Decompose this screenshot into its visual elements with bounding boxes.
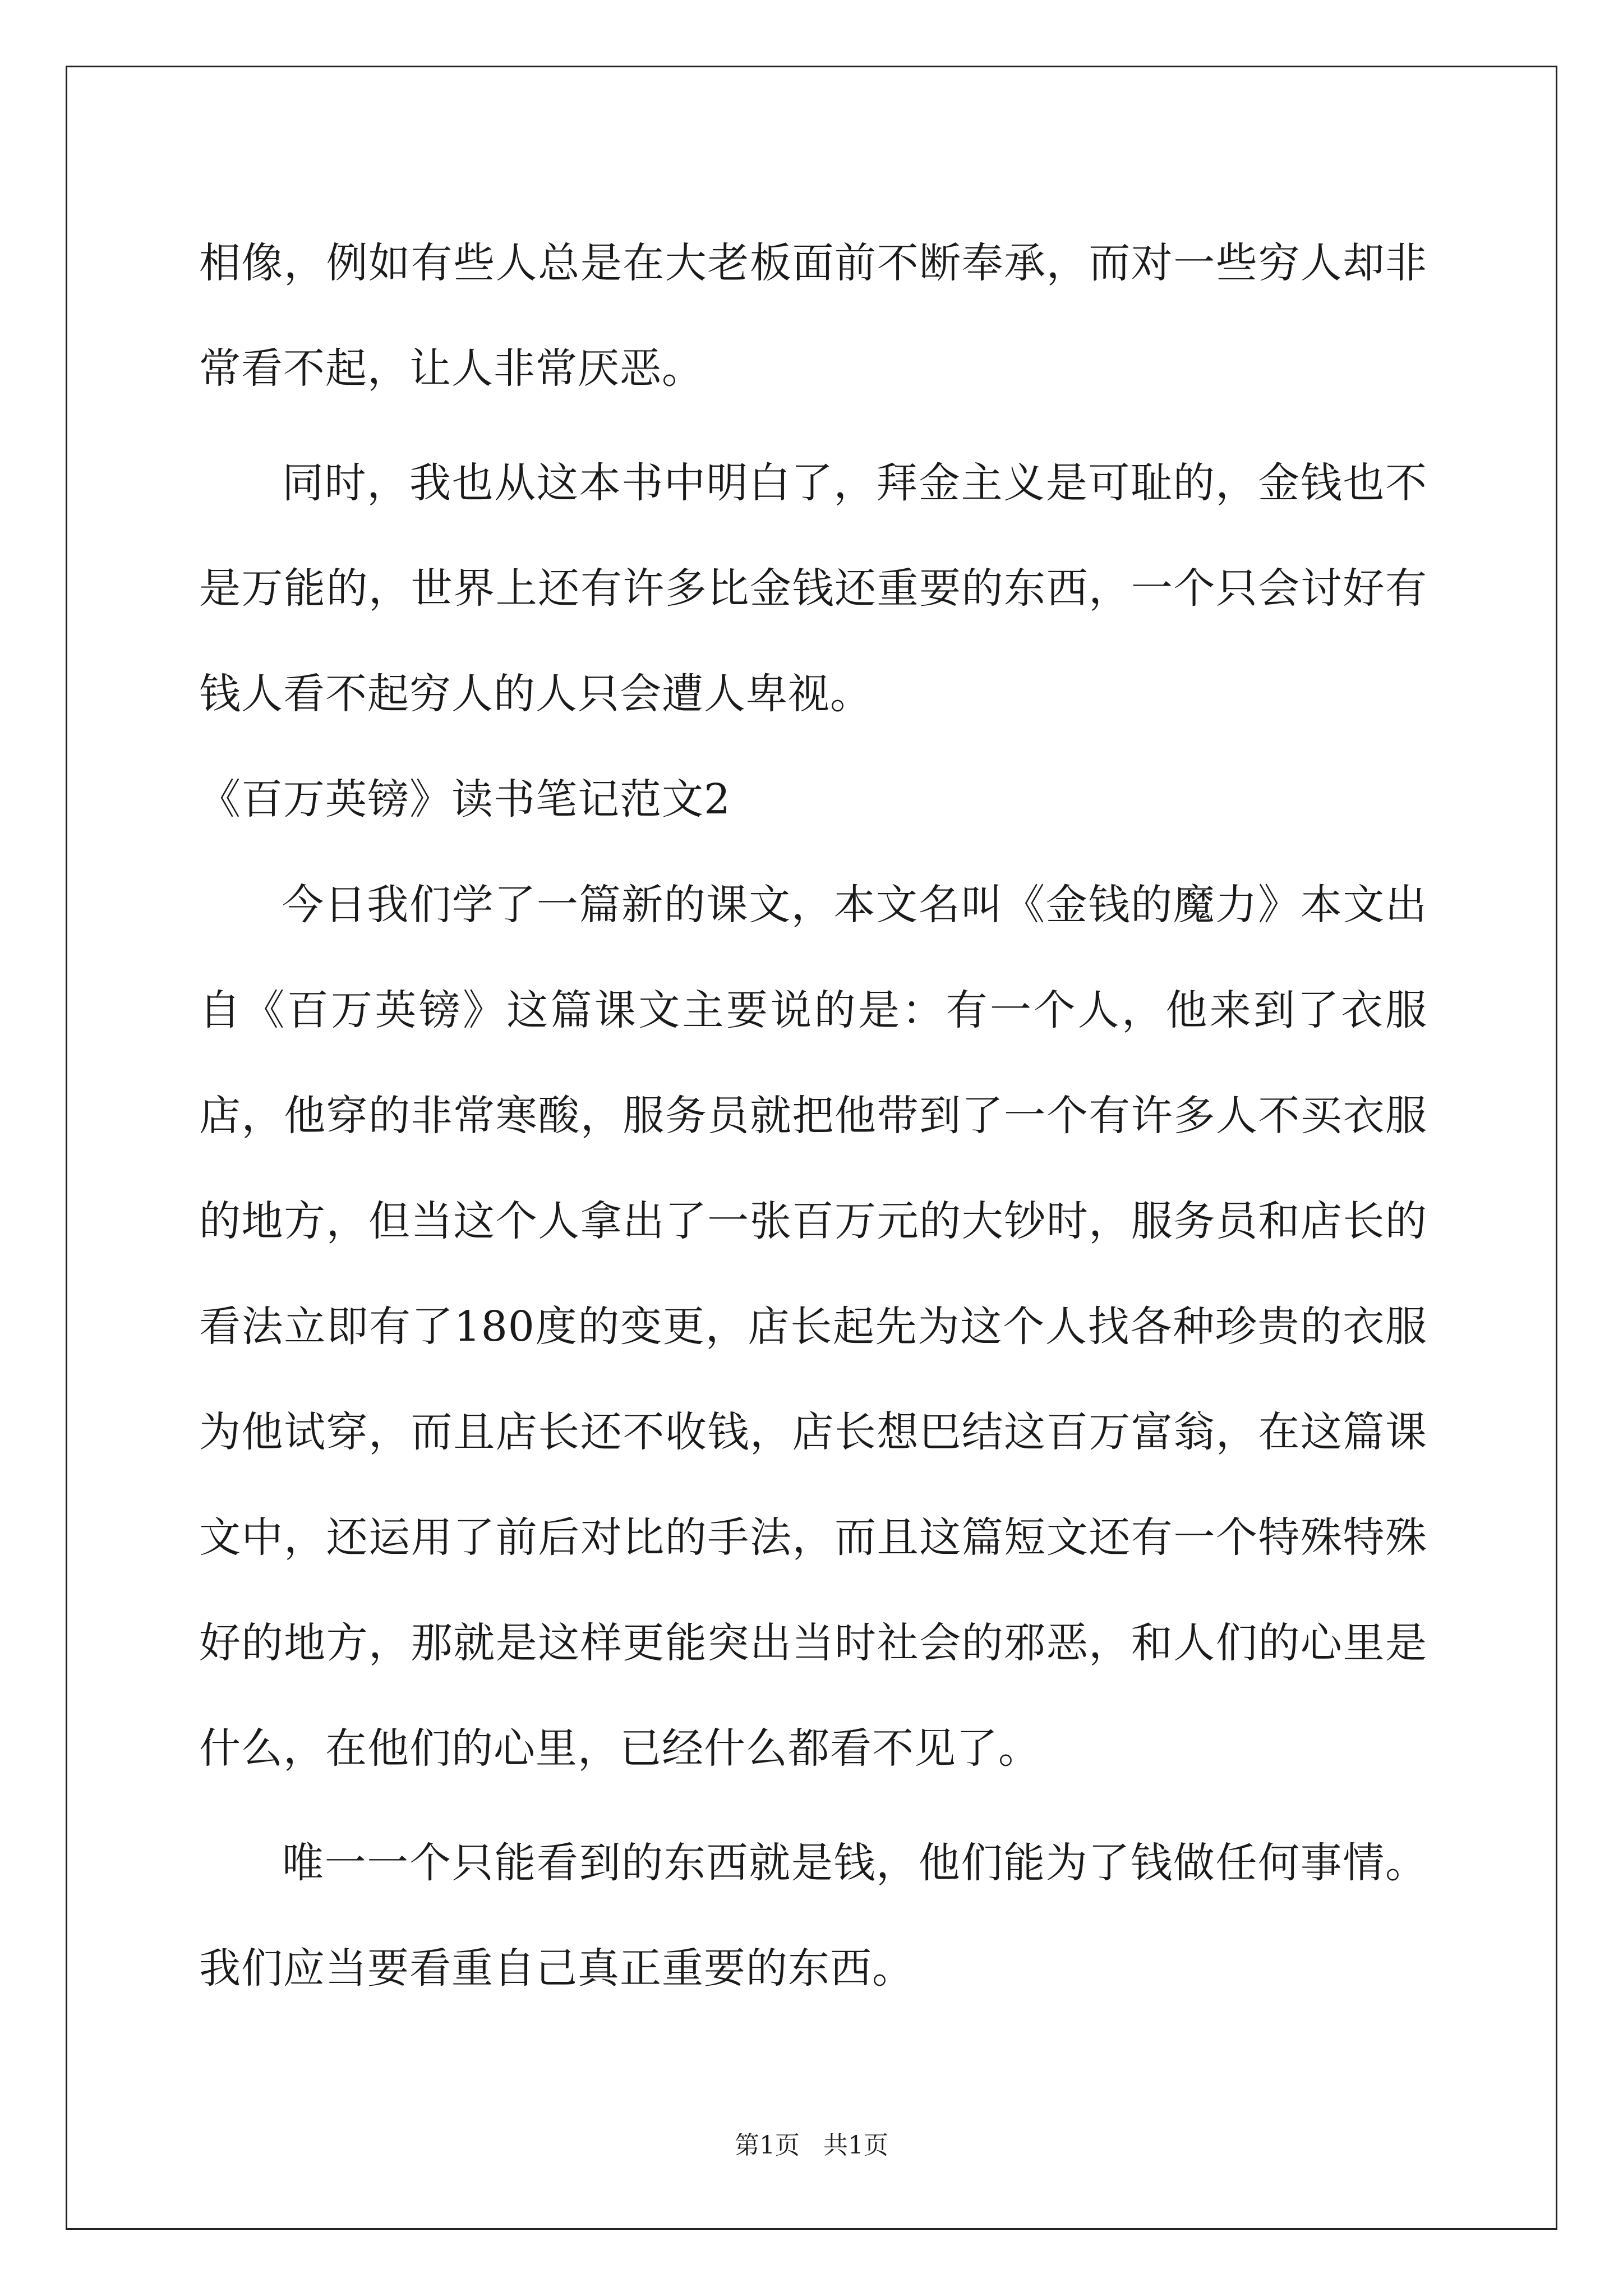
page-number-footer: 第1页 共1页 [735, 2131, 888, 2160]
paragraph-continuation: 相像，例如有些人总是在大老板面前不断奉承，而对一些穷人却非常看不起，让人非常厌恶。 [199, 239, 1427, 393]
section-heading: 《百万英镑》读书笔记范文2 [199, 775, 731, 823]
document-body [199, 210, 1427, 2021]
paragraph-conclusion: 唯一一个只能看到的东西就是钱，他们能为了钱做任何事情。我们应当要看重自己真正重要的东西。 [199, 1839, 1427, 1993]
paragraph-lesson-summary: 今日我们学了一篇新的课文，本文名叫《金钱的魔力》本文出自《百万英镑》这篇课文主要说的是：有一个人，他来到了衣服店，他穿的非常寒酸，服务员就把他带到了一个有许多人不买衣服的地方，但当这个人拿出了一张百万元的大钞时，服务员和店长的看法立即有了180度的变更，店长起先为这个人找各种珍贵的衣服为他试穿，而且店长还不收钱，店长想巴结这百万富翁，在这篇课文中，还运用了前后对比的手法，而且这篇短文还有一个特殊特殊好的地方，那就是这样更能突出当时社会的邪恶，和人们的心里是什么，在他们的心里，已经什么都看不见了。 [199, 881, 1427, 1773]
paragraph-money-not-everything: 同时，我也从这本书中明白了，拜金主义是可耻的，金钱也不是万能的，世界上还有许多比金钱还重要的东西，一个只会讨好有钱人看不起穷人的人只会遭人卑视。 [199, 459, 1427, 718]
